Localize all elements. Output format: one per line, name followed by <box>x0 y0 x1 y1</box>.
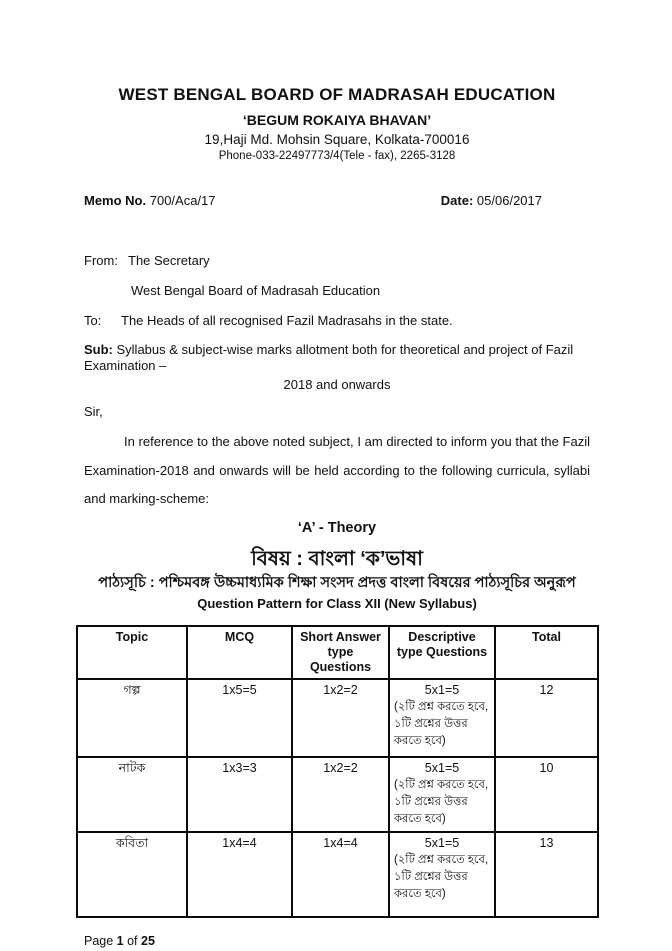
subject-line-2: 2018 and onwards <box>283 377 391 392</box>
question-pattern-table <box>76 625 599 918</box>
cell-descriptive <box>389 832 495 917</box>
memo-value: 700/Aca/17 <box>146 193 216 208</box>
col-header-mcq: MCQ <box>187 626 292 679</box>
footer-page-number: 1 <box>116 933 124 948</box>
building-name: ‘BEGUM ROKAIYA BHAVAN’ <box>242 112 432 128</box>
cell-topic: নাটক <box>77 757 187 832</box>
subject-text: Syllabus & subject-wise marks allotment both for theoretical and project of Fazil Examination – <box>84 342 574 373</box>
descriptive-note: (২টি প্রশ্ন করতে হবে, ১টি প্রশ্নের উত্তর করতে হবে) <box>394 700 489 747</box>
page-footer <box>84 934 590 949</box>
cell-mcq: 1x5=5 <box>187 679 292 757</box>
from-org-line: West Bengal Board of Madrasah Education <box>131 283 381 298</box>
descriptive-marks: 5x1=5 <box>424 835 460 850</box>
cell-short-answer: 1x2=2 <box>292 679 389 757</box>
table-row <box>77 832 598 917</box>
date-value: 05/06/2017 <box>473 193 542 208</box>
cell-descriptive <box>389 679 495 757</box>
footer-prefix: Page <box>84 933 117 948</box>
date-label: Date: <box>440 193 474 208</box>
col-header-short-answer: Short Answer type Questions <box>292 626 389 679</box>
cell-total: 10 <box>495 757 598 832</box>
from-value: The Secretary <box>128 253 210 268</box>
cell-topic: কবিতা <box>77 832 187 917</box>
descriptive-note: (২টি প্রশ্ন করতে হবে, ১টি প্রশ্নের উত্তর করতে হবে) <box>394 853 489 900</box>
to-value: The Heads of all recognised Fazil Madrasahs in the state. <box>121 313 453 328</box>
from-label: From: <box>84 253 118 268</box>
organization-title: WEST BENGAL BOARD OF MADRASAH EDUCATION <box>118 85 556 104</box>
col-header-total: Total <box>495 626 598 679</box>
phone-line: Phone-033-22497773/4(Tele - fax), 2265-3128 <box>218 150 456 162</box>
cell-total: 12 <box>495 679 598 757</box>
descriptive-marks: 5x1=5 <box>424 760 460 775</box>
cell-mcq: 1x3=3 <box>187 757 292 832</box>
theory-heading: ‘A’ - Theory <box>297 519 377 536</box>
subject-line <box>84 342 590 374</box>
descriptive-marks: 5x1=5 <box>424 682 460 697</box>
memo-date <box>441 193 542 208</box>
cell-total: 13 <box>495 832 598 917</box>
table-row <box>77 757 598 832</box>
letterhead <box>84 84 590 163</box>
salutation: Sir, <box>84 404 103 419</box>
subject-block <box>84 342 590 393</box>
address-line: 19,Haji Md. Mohsin Square, Kolkata-700016 <box>204 132 470 147</box>
letter-body: In reference to the above noted subject, I am directed to inform you that the Fazil Examination-2018 and onwards will be held according to the following curricula, syllabi and marking-scheme: <box>84 434 590 506</box>
memo-date-row <box>84 193 590 208</box>
table-row <box>77 679 598 757</box>
memo-label: Memo No. <box>84 193 147 208</box>
footer-total-pages: 25 <box>141 933 155 948</box>
to-label: To: <box>84 313 102 328</box>
subject-heading-bengali: বিষয় : বাংলা ‘ক’ভাষা <box>251 547 423 570</box>
descriptive-note: (২টি প্রশ্ন করতে হবে, ১টি প্রশ্নের উত্তর করতে হবে) <box>394 778 489 825</box>
from-row <box>84 253 590 268</box>
subject-label: Sub: <box>84 342 113 357</box>
footer-of: of <box>123 933 141 948</box>
table-header-row <box>77 626 598 679</box>
col-header-topic: Topic <box>77 626 187 679</box>
memo-number <box>84 193 216 208</box>
cell-short-answer: 1x2=2 <box>292 757 389 832</box>
cell-mcq: 1x4=4 <box>187 832 292 917</box>
question-pattern-heading: Question Pattern for Class XII (New Syllabus) <box>197 595 477 611</box>
cell-short-answer: 1x4=4 <box>292 832 389 917</box>
syllabus-heading-bengali: পাঠ্যসূচি : পশ্চিমবঙ্গ উচ্চমাধ্যমিক শিক্ষা সংসদ প্রদত্ত বাংলা বিষয়ের পাঠ্যসূচির অনুরূপ <box>98 574 576 591</box>
col-header-descriptive: Descriptive type Questions <box>389 626 495 679</box>
to-row <box>84 313 590 328</box>
cell-topic: গল্প <box>77 679 187 757</box>
cell-descriptive <box>389 757 495 832</box>
